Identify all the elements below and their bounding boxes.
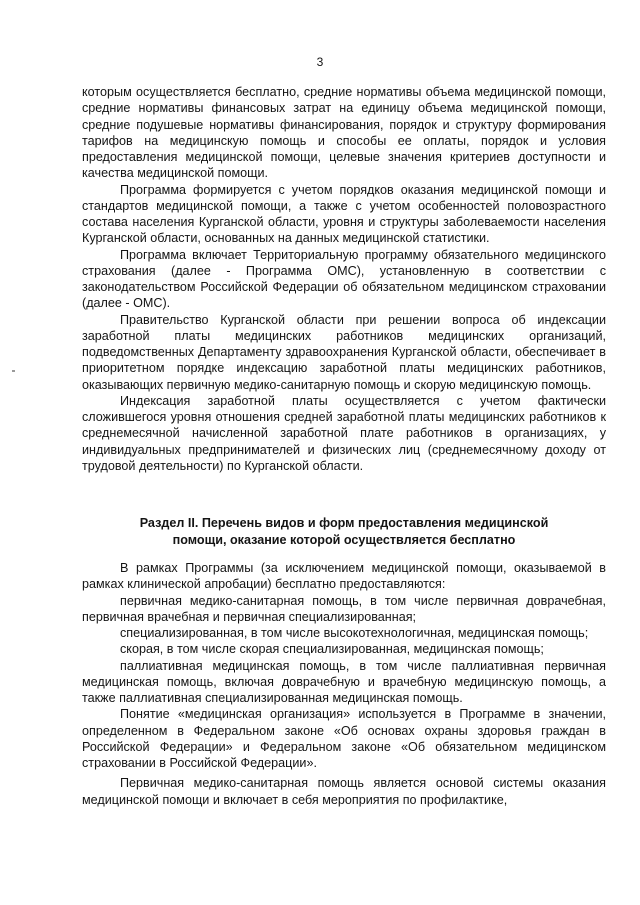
paragraph: Понятие «медицинская организация» используется в Программе в значении, определенном в Федеральном законе «Об основах охраны здоровья граждан в Российской Федерации» и Федеральном законе «Об обязательном медицинском страховании в Российской Федерации». (82, 707, 606, 770)
paragraph: Программа включает Территориальную программу обязательного медицинского страхования (далее - Программа ОМС), установленную в соответствии с законодательством Российской Федерации об обязательном медицинском страховании (далее - ОМС). (82, 247, 606, 311)
paragraph: Индексация заработной платы осуществляется с учетом фактически сложившегося уровня отношения средней заработной платы медицинских работников к среднемесячной начисленной заработной плате работников в организациях, у индивидуальных предпринимателей и физических лиц (среднемесячному доходу от трудовой деятельности) по Курганской области. (82, 393, 606, 473)
list-item: паллиативная медицинская помощь, в том числе паллиативная первичная медицинская помощь, включая доврачебную и врачебную медицинскую помощь, а также паллиативная специализированная медицинская помощь. (82, 658, 606, 705)
paragraph: Правительство Курганской области при решении вопроса об индексации заработной платы медицинских работников медицинских организаций, подведомственных Департаменту здравоохранения Курганской области, обеспечивает в приоритетном порядке индексацию заработной платы медицинских работников, оказывающих первичную медико-санитарную помощь и скорую медицинскую помощь. (82, 312, 606, 392)
body-text-top (82, 84, 606, 474)
list-item: скорая, в том числе скорая специализированная, медицинская помощь; (120, 642, 544, 657)
paragraph-continuation: которым осуществляется бесплатно, средние нормативы объема медицинской помощи, средние нормативы финансовых затрат на единицу объема медицинской помощи, средние подушевые нормативы финансирования, порядок и структуру формирования тарифов на медицинскую помощь и способы ее оплаты, порядок и условия предоставления медицинской помощи, целевые значения критериев доступности и качества медицинской помощи. (82, 85, 606, 181)
scan-margin-mark (12, 370, 15, 372)
list-item: первичная медико-санитарная помощь, в том числе первичная доврачебная, первичная врачебная и первичная специализированная; (82, 593, 606, 624)
paragraph: В рамках Программы (за исключением медицинской помощи, оказываемой в рамках клинической апробации) бесплатно предоставляются: (82, 561, 606, 592)
section-title-line: помощи, оказание которой осуществляется бесплатно (172, 532, 516, 547)
section-title (82, 515, 606, 548)
paragraph: Программа формируется с учетом порядков оказания медицинской помощи и стандартов медицинской помощи, а также с учетом особенностей половозрастного состава населения Курганской области, уровня и структуры заболеваемости населения Курганской области, основанных на данных медицинской статистики. (82, 182, 606, 246)
page-number: 3 (316, 55, 324, 69)
body-text-bottom (82, 560, 606, 808)
list-item: специализированная, в том числе высокотехнологичная, медицинская помощь; (120, 626, 589, 640)
paragraph: Первичная медико-санитарная помощь является основой системы оказания медицинской помощи и включает в себя мероприятия по профилактике, (82, 776, 606, 807)
section-title-line: Раздел II. Перечень видов и форм предоставления медицинской (139, 516, 549, 530)
